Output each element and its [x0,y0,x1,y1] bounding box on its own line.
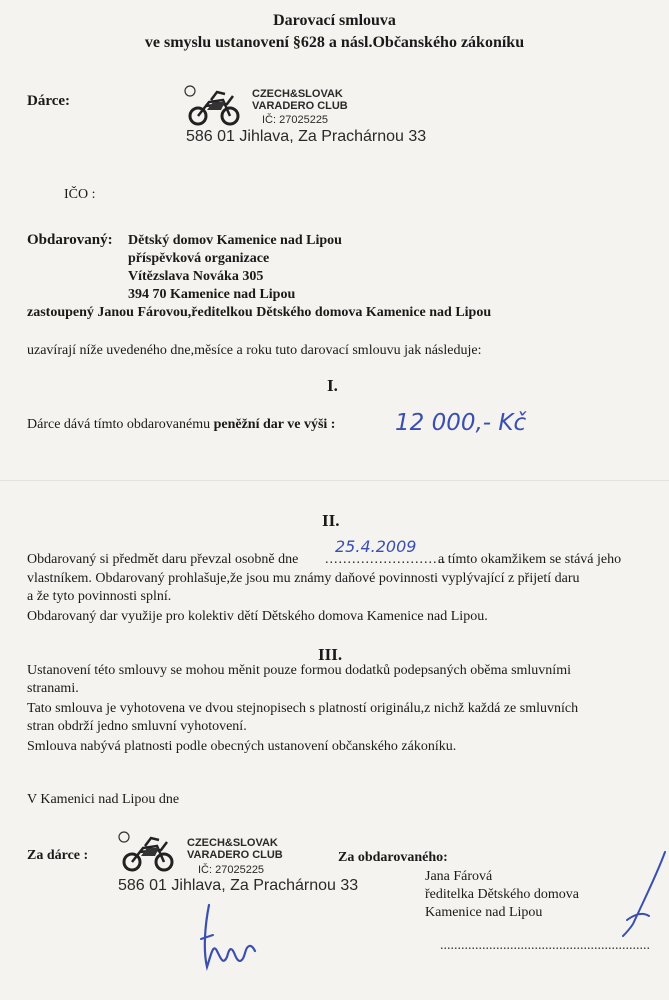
section2-line1-prefix: Obdarovaný si předmět daru převzal osobně dne [27,552,299,567]
place-date: V Kamenici nad Lipou dne [27,792,180,807]
donor-label: Dárce: [27,93,71,109]
stamp-club-line2: VARADERO CLUB [252,100,348,112]
donor-signature-scribble [195,895,275,975]
recipient-title: ředitelka Dětského domova [425,887,579,902]
section2-line: Obdarovaný dar využije pro kolektiv dětí Dětského domova Kamenice nad Lipou. [27,609,488,624]
section3-line: Smlouva nabývá platnosti podle obecných ustanovení občanského zákoníku. [27,739,457,754]
motorcycle-logo-icon [117,830,179,872]
recipient-signature-scribble [605,850,669,940]
recipient-name: Jana Fárová [425,869,493,884]
handwritten-amount: 12 000,- Kč [395,410,527,436]
section1-text-prefix: Dárce dává tímto obdarovanému [27,417,214,432]
stamp-club-line2: VARADERO CLUB [187,849,283,861]
section2-date-dots: ........................... [325,552,447,567]
motorcycle-logo-icon [183,84,245,126]
paper-fold [0,480,669,481]
section2-line1-suffix: a tímto okamžikem se stává jeho [438,552,622,567]
intro-text: uzavírají níže uvedeného dne,měsíce a roku tuto darovací smlouvu jak následuje: [27,343,482,358]
donor-signature-label: Za dárce : [27,848,89,863]
stamp-ic: IČ: 27025225 [262,114,329,126]
recipient-org: Kamenice nad Lipou [425,905,543,920]
section-heading: I. [327,376,338,395]
document-subtitle: ve smyslu ustanovení §628 a násl.Občanského zákoníku [144,34,525,51]
section2-line: vlastníkem. Obdarovaný prohlašuje,že jsou mu známy daňové povinnosti vyplývající z přijetí daru [27,571,580,586]
stamp-address: 586 01 Jihlava, Za Prachárnou 33 [118,877,359,894]
stamp-address: 586 01 Jihlava, Za Prachárnou 33 [186,128,427,145]
recipient-line: Dětský domov Kamenice nad Lipou [128,233,342,248]
section3-line: Tato smlouva je vyhotovena ve dvou stejnopisech s platností originálu,z nichž každá ze smluvních [27,701,579,716]
handwritten-date: 25.4.2009 [335,537,417,556]
recipient-line: 394 70 Kamenice nad Lipou [128,287,296,302]
document-title: Darovací smlouva [273,12,396,29]
section3-line: Ustanovení této smlouvy se mohou měnit pouze formou dodatků podepsaných oběma smluvními [27,663,571,678]
stamp-club-line1: CZECH&SLOVAK [187,837,278,849]
recipient-signature-line: ............................................................ [440,938,650,953]
section1-text-bold: peněžní dar ve výši : [213,417,336,432]
stamp-ic: IČ: 27025225 [198,864,265,876]
recipient-line: příspěvková organizace [128,251,270,266]
section1-text [27,417,335,433]
recipient-line: Vítězslava Nováka 305 [128,269,264,284]
section-heading: III. [318,645,343,664]
recipient-label: Obdarovaný: [27,232,113,248]
section3-line: stranami. [27,681,79,696]
stamp-club-line1: CZECH&SLOVAK [252,88,343,100]
recipient-signature-label: Za obdarovaného: [338,850,448,865]
section-heading: II. [322,511,340,530]
recipient-represented: zastoupený Janou Fárovou,ředitelkou Dětského domova Kamenice nad Lipou [27,305,492,320]
ico-label: IČO : [64,187,96,202]
section3-line: stran obdrží jedno smluvní vyhotovení. [27,719,247,734]
section2-line: a že tyto povinnosti splní. [27,589,172,604]
